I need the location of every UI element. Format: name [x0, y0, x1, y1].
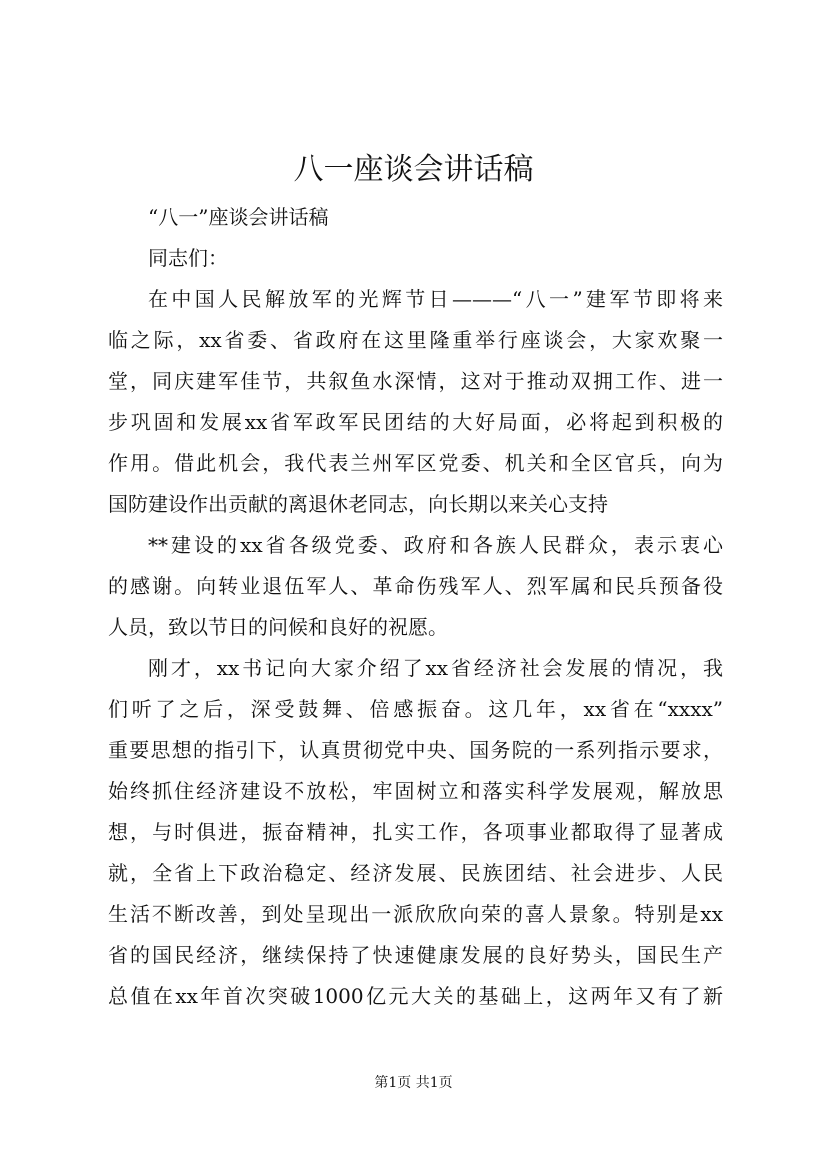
text-line: 堂，同庆建军佳节，共叙鱼水深情，这对于推动双拥工作、进一	[108, 369, 723, 393]
text-line: 同志们：	[148, 246, 228, 270]
document-title: 八一座谈会讲话稿	[293, 152, 534, 187]
text-line: 人员，致以节日的问候和良好的祝愿。	[108, 615, 448, 639]
text-line: 总值在xx年首次突破1000亿元大关的基础上，这两年又有了新	[108, 984, 723, 1008]
text-line: 们听了之后，深受鼓舞、倍感振奋。这几年，xx省在“xxxx”	[108, 697, 723, 721]
text-line: 临之际，xx省委、省政府在这里隆重举行座谈会，大家欢聚一	[108, 328, 723, 352]
text-line: 就，全省上下政治稳定、经济发展、民族团结、社会进步、人民	[108, 861, 723, 885]
text-line: 重要思想的指引下，认真贯彻党中央、国务院的一系列指示要求，	[108, 738, 723, 762]
text-line: 始终抓住经济建设不放松，牢固树立和落实科学发展观，解放思	[108, 779, 723, 803]
text-line: 省的国民经济，继续保持了快速健康发展的良好势头，国民生产	[108, 943, 723, 967]
text-line: 的感谢。向转业退伍军人、革命伤残军人、烈军属和民兵预备役	[108, 574, 723, 598]
text-line: 想，与时俱进，振奋精神，扎实工作，各项事业都取得了显著成	[108, 820, 723, 844]
text-line: 国防建设作出贡献的离退休老同志，向长期以来关心支持	[108, 492, 608, 516]
document-body	[108, 197, 723, 1017]
text-line: 步巩固和发展xx省军政军民团结的大好局面，必将起到积极的	[108, 410, 723, 434]
text-line: 刚才，xx书记向大家介绍了xx省经济社会发展的情况，我	[148, 656, 723, 680]
text-line: 作用。借此机会，我代表兰州军区党委、机关和全区官兵，向为	[108, 451, 723, 475]
text-line: “八一”座谈会讲话稿	[148, 205, 329, 229]
text-line: 在中国人民解放军的光辉节日———“八一”建军节即将来	[148, 287, 723, 311]
text-line: **建设的xx省各级党委、政府和各族人民群众，表示衷心	[148, 533, 723, 557]
text-line: 生活不断改善，到处呈现出一派欣欣向荣的喜人景象。特别是xx	[108, 902, 723, 926]
page-footer: 第1页 共1页	[374, 1075, 453, 1091]
